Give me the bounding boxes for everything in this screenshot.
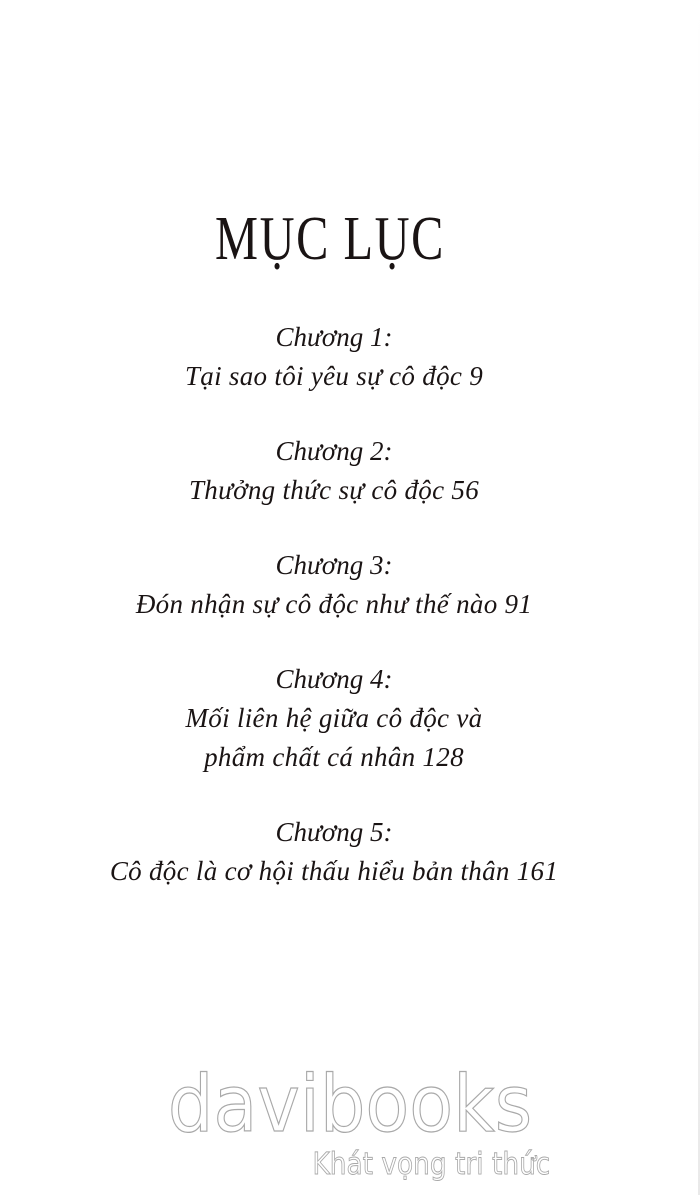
chapter-title: Cô độc là cơ hội thấu hiểu bản thân 161: [109, 856, 559, 886]
toc-entry-chapter-4: [0, 660, 668, 777]
toc-entry-chapter-1: [0, 318, 668, 396]
chapter-title-line-2: phẩm chất cá nhân 128: [204, 742, 464, 772]
toc-entry-chapter-3: [0, 546, 668, 624]
toc-entry-chapter-5: [0, 813, 668, 891]
chapter-heading: Chương 1:: [275, 322, 393, 352]
chapter-heading: Chương 3:: [275, 550, 393, 580]
table-of-contents: [0, 318, 668, 891]
page-title: MỤC LỤC: [215, 205, 445, 273]
chapter-title-line-1: Mối liên hệ giữa cô độc và: [185, 703, 483, 733]
chapter-title: Đón nhận sự cô độc như thế nào 91: [135, 589, 533, 619]
chapter-heading: Chương 2:: [275, 436, 393, 466]
chapter-heading: Chương 4:: [275, 664, 393, 694]
publisher-logo: [150, 1060, 550, 1191]
publisher-logo-wordmark: davibooks: [167, 1060, 533, 1150]
chapter-title: Tại sao tôi yêu sự cô độc 9: [184, 361, 484, 391]
chapter-title: Thưởng thức sự cô độc 56: [188, 475, 479, 505]
publisher-tagline: Khát vọng tri thức: [312, 1147, 550, 1182]
chapter-heading: Chương 5:: [275, 817, 393, 847]
toc-entry-chapter-2: [0, 432, 668, 510]
